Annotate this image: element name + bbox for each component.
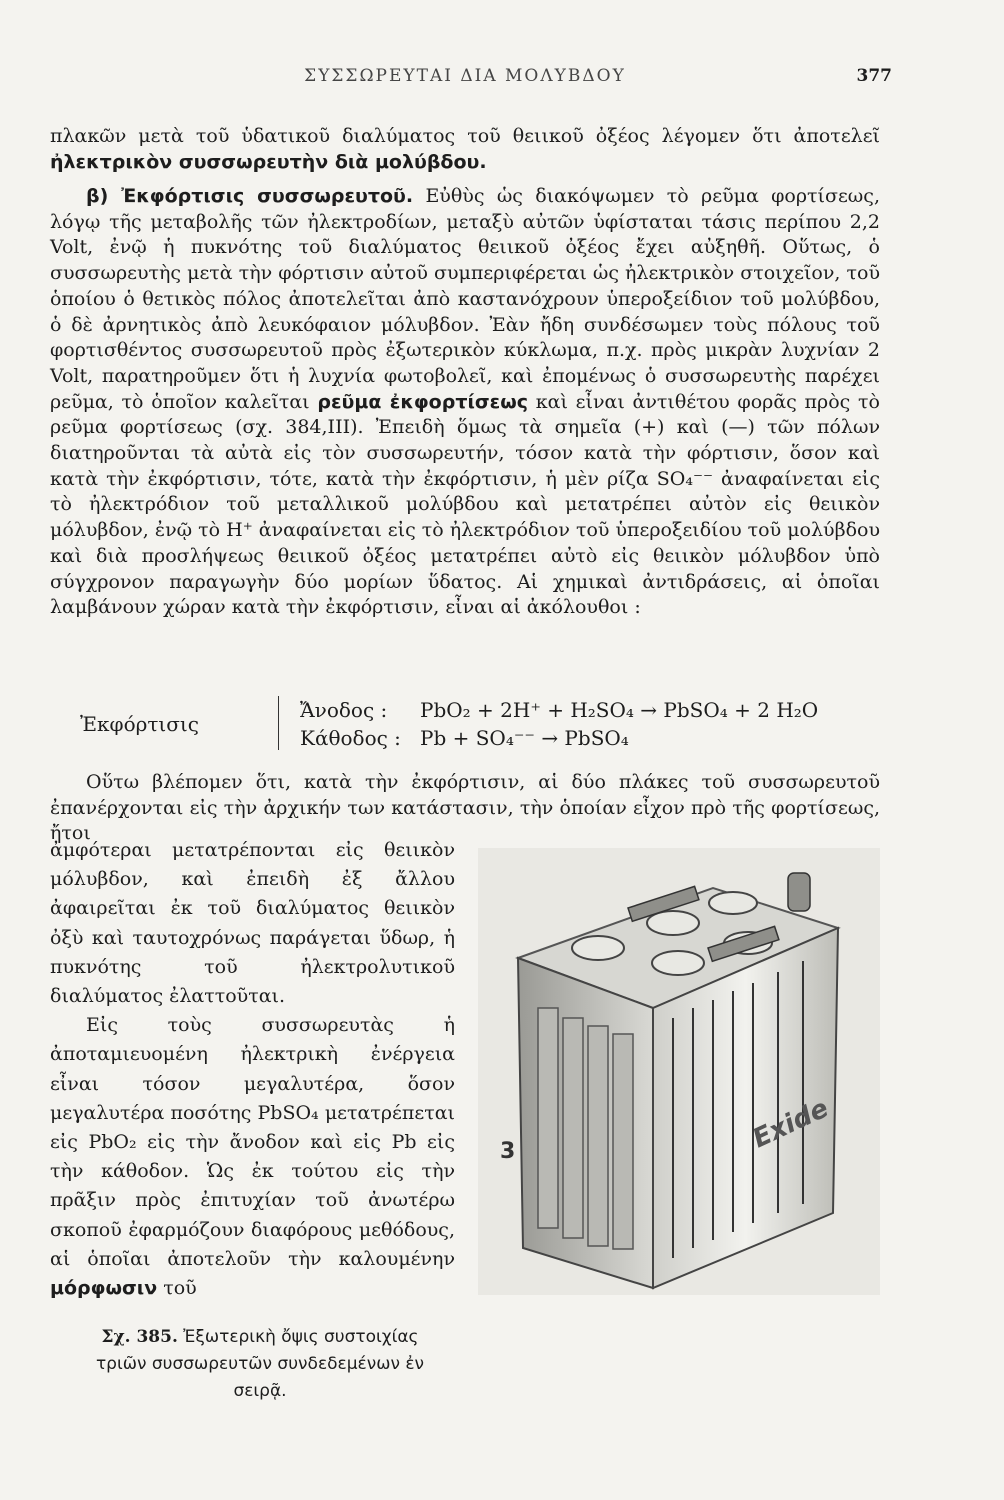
- text-column: [50, 836, 455, 1303]
- page-header: [50, 66, 892, 90]
- equation-block: [50, 690, 950, 760]
- cathode-name: Κάθοδος :: [300, 726, 401, 750]
- paragraph-summary: Οὕτω βλέπομεν ὅτι, κατὰ τὴν ἐκφόρτισιν, αἱ δύο πλάκες τοῦ συσσωρευτοῦ ἐπανέρχονται εἰς τὴν ἀρχικήν των κατάστασιν, τὴν ὁποίαν εἶχον πρὸ τῆς φορτίσεως, ἤτοι: [50, 771, 880, 845]
- anode-equation: [300, 698, 818, 722]
- cell-label: 3: [500, 1139, 516, 1164]
- cathode-formula: Pb + SO₄⁻⁻ → PbSO₄: [420, 726, 629, 750]
- paragraph-text: Εἰς τοὺς συσσωρευτὰς ἡ ἀποταμιευομένη ἠλεκτρικὴ ἐνέργεια εἶναι τόσον μεγαλυτέρα, ὅσον μεγαλυτέρα ποσότης PbSO₄ μετατρέπεται εἰς PbO₂ εἰς τὴν ἄνοδον καὶ εἰς Pb εἰς τὴν κάθοδον. Ὡς ἐκ τούτου εἰς τὴν πρᾶξιν πρὸς ἐπιτυχίαν τοῦ ἀνωτέρω σκοποῦ ἐφαρμόζουν διαφόρους μεθόδους, αἱ ὁποῖαι ἀποτελοῦν τὴν καλουμένην: [50, 1014, 455, 1270]
- page-number: 377: [856, 66, 892, 86]
- paragraph-intro: [50, 124, 880, 175]
- anode-name: Ἄνοδος :: [300, 698, 388, 722]
- battery-brand: Exide: [748, 1093, 834, 1155]
- paragraph-discharge: [50, 184, 880, 621]
- caption-text: Ἐξωτερικὴ ὄψις συστοιχίας τριῶν συσσωρευτῶν συνδεδεμένων ἐν σειρᾷ.: [95, 1327, 425, 1401]
- term-lead-accumulator: ἠλεκτρικὸν συσσωρευτὴν διὰ μολύβδου.: [50, 150, 487, 173]
- equation-brace: [278, 696, 281, 750]
- column-paragraph-1: ἀμφότεραι μετατρέπονται εἰς θειικὸν μόλυβδον, καὶ ἐπειδὴ ἐξ ἄλλου ἀφαιρεῖται ἐκ τοῦ διαλύματος θειικὸν ὀξὺ καὶ ταυτοχρόνως παράγεται ὕδωρ, ἡ πυκνότης τοῦ ἠλεκτρολυτικοῦ διαλύματος ἐλαττοῦται.: [50, 839, 455, 1008]
- section-heading: β) Ἐκφόρτισις συσσωρευτοῦ.: [86, 185, 414, 207]
- battery-illustration: [478, 848, 880, 1295]
- paragraph-text: καὶ εἶναι ἀντιθέτου φορᾶς πρὸς τὸ ρεῦμα φορτίσεως (σχ. 384,III). Ἐπειδὴ ὅμως τὰ σημεῖα (+) καὶ (—) τῶν πόλων διατηροῦνται τὰ αὐτὰ εἰς τὸν συσσωρευτήν, τόσον κατὰ τὴν φόρτισιν, ὅσον καὶ κατὰ τὴν ἐκφόρτισιν, τότε, κατὰ τὴν ἐκφόρτισιν, ἡ μὲν ρίζα SO₄⁻⁻ ἀναφαίνεται εἰς τὸ ἠλεκτρόδιον τοῦ μεταλλικοῦ μολύβδου καὶ μετατρέπει αὐτὸν εἰς θειικὸν μόλυβδον, ἐνῷ τὸ H⁺ ἀναφαίνεται εἰς τὸ ἠλεκτρόδιον τοῦ ὑπεροξειδίου τοῦ μολύβδου καὶ διὰ προσλήψεως θειικοῦ ὀξέος μετατρέπει αὐτὸ εἰς θειικὸν μόλυβδον ὑπὸ σύγχρονον παραγωγὴν δύο μορίων ὕδατος. Αἱ χημικαὶ ἀντιδράσεις, αἱ ὁποῖαι λαμβάνουν χώραν κατὰ τὴν ἐκφόρτισιν, εἶναι αἱ ἀκόλουθοι :: [50, 390, 880, 619]
- caption-number: Σχ. 385.: [101, 1327, 178, 1347]
- paragraph-text: τοῦ: [157, 1277, 197, 1300]
- figure-caption: [80, 1324, 440, 1405]
- column-paragraph-2: [50, 1011, 455, 1303]
- running-head: ΣΥΣΣΩΡΕΥΤΑΙ ΔΙΑ ΜΟΛΥΒΔΟΥ: [304, 66, 626, 86]
- paragraph-text: πλακῶν μετὰ τοῦ ὑδατικοῦ διαλύματος τοῦ θειικοῦ ὀξέος λέγομεν ὅτι ἀποτελεῖ: [50, 125, 880, 147]
- battery-figure: [478, 848, 880, 1295]
- term-discharge-current: ρεῦμα ἐκφορτίσεως: [317, 390, 529, 413]
- anode-formula: PbO₂ + 2H⁺ + H₂SO₄ → PbSO₄ + 2 H₂O: [420, 698, 819, 722]
- cathode-equation: [300, 726, 629, 750]
- paragraph-text: Εὐθὺς ὡς διακόψωμεν τὸ ρεῦμα φορτίσεως, λόγῳ τῆς μεταβολῆς τῶν ἠλεκτροδίων, μεταξὺ αὐτῶν ὑφίσταται τάσις περίπου 2,2 Volt, ἐνῷ ἡ πυκνότης τοῦ διαλύματος θειικοῦ ὀξέος ἔχει αὐξηθῆ. Οὕτως, ὁ συσσωρευτὴς μετὰ τὴν φόρτισιν αὐτοῦ συμπεριφέρεται ὡς ἠλεκτρικὸν στοιχεῖον, τοῦ ὁποίου ὁ θετικὸς πόλος ἀποτελεῖται ἀπὸ καστανόχρουν ὑπεροξείδιον τοῦ μολύβδου, ὁ δὲ ἀρνητικὸς ἀπὸ λευκόφαιον μόλυβδον. Ἐὰν ἤδη συνδέσωμεν τοὺς πόλους τοῦ φορτισθέντος συσσωρευτοῦ πρὸς ἐξωτερικὸν κύκλωμα, π.χ. πρὸς μικρὰν λυχνίαν 2 Volt, παρατηροῦμεν ὅτι ἡ λυχνία φωτοβολεῖ, καὶ ἐπομένως ὁ συσσωρευτὴς παρέχει ρεῦμα, τὸ ὁποῖον καλεῖται: [50, 185, 880, 413]
- term-formation: μόρφωσιν: [50, 1277, 158, 1300]
- equation-label: Ἐκφόρτισις: [80, 712, 199, 736]
